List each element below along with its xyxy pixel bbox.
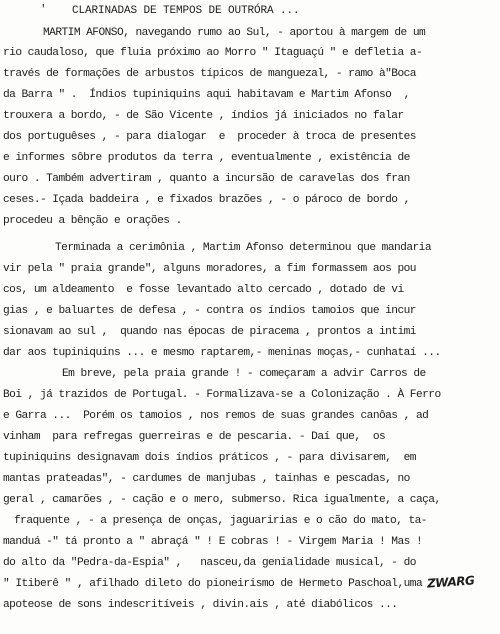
text-line: manduá -" tá pronto a " abraçá " ! E cobras ! - Virgem Maria ! Mas ! [3,536,423,548]
text-line: apoteose de sons indescritíveis , divin.ais , até diabólicos ... [3,599,398,611]
text-line: geral , camarões , - cação e o mero, submerso. Rica igualmente, a caça, [3,494,441,506]
text-line: dos portuguêses , - para dialogar e proceder à troca de presentes [3,131,416,143]
text-line: e Garra ... Porém os tamoios , nos remos de suas grandes canôas , ad [3,410,429,422]
text-line: Boi , já trazidos de Portugal. - Formalizava-se a Colonização . À Ferro [3,389,441,401]
text-line: do alto da "Pedra-da-Espia" , nasceu,da genialidade musical, - do [3,557,416,569]
text-line: rio caudaloso, que fluia próximo ao Morro " Itaguaçú " e defletia a- [3,47,423,59]
text-line: Terminada a cerimônia , Martim Afonso determinou que mandaria [55,242,431,254]
handwritten-signature: ZWARG [426,573,475,591]
text-line: cos, um aldeamento e fosse levantado alto cercado , dotado de vi [3,284,404,296]
text-line: vir pela " praia grande", alguns moradores, a fim formassem aos pou [3,263,416,275]
margin-mark: ' [40,4,47,16]
text-line: dar aos tupiniquins ... e mesmo raptarem,- meninas moças,- cunhataí ... [3,347,441,359]
text-line: sionavam ao sul , quando nas épocas de piracema , prontos a intimi [3,326,416,338]
text-line: Em breve, pela praia grande ! - começaram a advir Carros de [62,368,426,380]
text-line: MARTIM AFONSO, navegando rumo ao Sul, - aportou à margem de um [43,27,426,39]
text-line: procedeu a bênção e orações . [3,215,182,227]
text-line: e informes sôbre produtos da terra , eventualmente , existência de [3,152,410,164]
text-line: " Itiberê " , afilhado dileto do pioneirismo de Hermeto Paschoal,uma [3,578,423,590]
text-line: ceses.- Içada baddeira , e fixados brazões , - o pároco de bordo , [3,194,410,206]
text-line: través de formações de arbustos típicos de manguezal, - ramo à"Boca [3,68,416,80]
text-line: vinham para refregas guerreiras e de pescaria. - Daí que, os [3,431,386,443]
document-title: CLARINADAS DE TEMPOS DE OUTRÓRA ... [72,5,300,17]
text-line: mantas prateadas", - cardumes de manjubas , tainhas e pescadas, no [3,473,410,485]
text-line: ouro . Também advertiram , quanto a incursão de caravelas dos fran [3,173,410,185]
text-line: gias , e baluartes de defesa , - contra os índios tamoios que incur [3,305,416,317]
text-line: trouxera a bordo, - de São Vicente , índios já iniciados no falar [3,110,404,122]
text-line: da Barra " . Índios tupiniquins aqui habitavam e Martim Afonso , [3,89,410,101]
text-line: tupiniquins designavam dois índios práticos , - para divisarem, em [3,452,416,464]
text-line: fraquente , - a presença de onças, jaguaririas e o cão do mato, ta- [14,515,427,527]
